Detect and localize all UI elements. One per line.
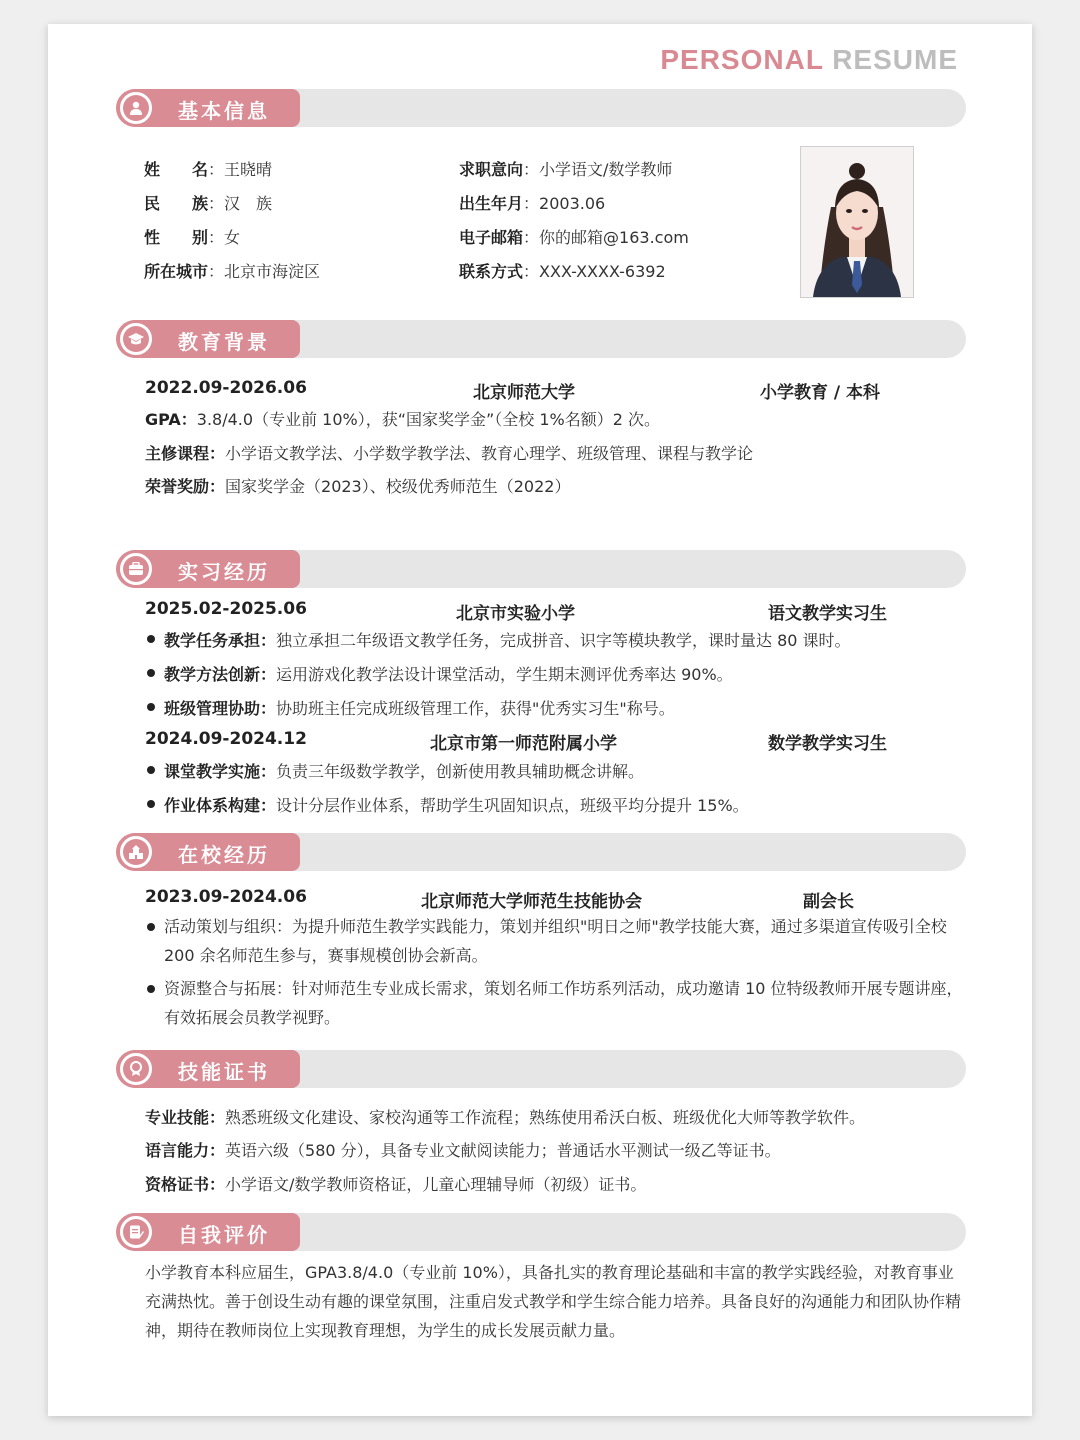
basic-city-row: [144, 259, 320, 282]
education-gpa: [145, 407, 660, 430]
education-date: 2022.09-2026.06: [145, 378, 307, 398]
skills-language: [145, 1138, 781, 1161]
colon: ：: [208, 160, 225, 179]
section-header-education: [116, 320, 966, 358]
name-label: 姓 名: [144, 160, 209, 179]
section-title-education: 教育背景: [178, 330, 270, 354]
campus-date: 2023.09-2024.06: [145, 887, 307, 907]
profile-photo: [800, 146, 914, 298]
basic-nation-row: [144, 191, 272, 214]
internship-2-role: 数学教学实习生: [768, 734, 887, 754]
bullet-dot: [147, 703, 155, 711]
briefcase-icon: [128, 562, 144, 576]
courses-label: 主修课程：: [145, 444, 226, 463]
internship-1-role: 语文教学实习生: [768, 604, 887, 624]
campus-item-2: 资源整合与拓展：针对师范生专业成长需求，策划名师工作坊系列活动，成功邀请 10 位特级教师开展专题讲座，有效拓展会员教学视野。: [164, 979, 963, 1027]
section-header-skills: [116, 1050, 966, 1088]
section-icon-holder: [117, 550, 155, 588]
phone-value: XXX-XXXX-6392: [539, 262, 666, 281]
item-text: 独立承担二年级语文教学任务，完成拼音、识字等模块教学，课时量达 80 课时。: [276, 631, 851, 650]
basic-name-row: [144, 157, 272, 180]
internship-1-item-3: [164, 696, 675, 719]
internship-2-org: 北京市第一师范附属小学: [430, 734, 617, 754]
courses-value: 小学语文教学法、小学数学教学法、教育心理学、班级管理、课程与教学论: [225, 444, 754, 463]
internship-1-date: 2025.02-2025.06: [145, 599, 307, 619]
honors-value: 国家奖学金（2023）、校级优秀师范生（2022）: [225, 477, 571, 496]
campus-role: 副会长: [803, 892, 854, 912]
user-icon: [128, 100, 144, 116]
birth-label: 出生年月: [459, 194, 524, 213]
section-header-basic: [116, 89, 966, 127]
campus-org: 北京师范大学师范生技能协会: [421, 892, 642, 912]
name-value: 王晓晴: [224, 160, 273, 179]
portrait-illustration: [801, 147, 913, 297]
colon: ：: [523, 194, 540, 213]
skills-professional: [145, 1105, 865, 1128]
section-icon-holder: [117, 320, 155, 358]
skills-certificates: [145, 1172, 646, 1195]
gpa-label: GPA：: [145, 410, 197, 429]
cert-label: 资格证书：: [145, 1175, 226, 1194]
section-icon-holder: [117, 89, 155, 127]
section-header-internship: [116, 550, 966, 588]
gender-value: 女: [224, 228, 241, 247]
section-header-campus: [116, 833, 966, 871]
education-courses: [145, 441, 753, 464]
section-icon-holder: [117, 1213, 155, 1251]
bullet-dot: [147, 985, 155, 993]
pro-label: 专业技能：: [145, 1108, 226, 1127]
campus-item-1: 活动策划与组织：为提升师范生教学实践能力，策划并组织"明日之师"教学技能大赛，通过多渠道宣传吸引全校 200 余名师范生参与，赛事规模创协会新高。: [164, 917, 947, 965]
item-text: 协助班主任完成班级管理工作，获得"优秀实习生"称号。: [276, 699, 675, 718]
phone-label: 联系方式: [459, 262, 524, 281]
item-label: 课堂教学实施：: [164, 762, 277, 781]
section-header-self: [116, 1213, 966, 1251]
colon: ：: [208, 194, 225, 213]
internship-1-item-2: [164, 662, 733, 685]
cert-value: 小学语文/数学教师资格证，儿童心理辅导师（初级）证书。: [225, 1175, 647, 1194]
item-label: 教学任务承担：: [164, 631, 277, 650]
bullet-dot: [147, 766, 155, 774]
item-text: 运用游戏化教学法设计课堂活动，学生期末测评优秀率达 90%。: [276, 665, 733, 684]
education-major: 小学教育 / 本科: [760, 383, 881, 403]
education-school: 北京师范大学: [473, 383, 575, 403]
item-text: 负责三年级数学教学，创新使用教具辅助概念讲解。: [276, 762, 645, 781]
title-resume: RESUME: [832, 44, 958, 75]
internship-2-date: 2024.09-2024.12: [145, 729, 307, 749]
award-medal-icon: [128, 1061, 144, 1077]
colon: ：: [523, 262, 540, 281]
education-honors: [145, 474, 570, 497]
section-title-basic: 基本信息: [178, 99, 270, 123]
section-title-skills: 技能证书: [178, 1060, 270, 1084]
pro-value: 熟悉班级文化建设、家校沟通等工作流程；熟练使用希沃白板、班级优化大师等教学软件。: [225, 1108, 866, 1127]
item-label: 班级管理协助：: [164, 699, 277, 718]
section-title-campus: 在校经历: [178, 843, 270, 867]
resume-page: [48, 24, 1032, 1416]
bullet-dot: [147, 800, 155, 808]
internship-2-item-2: [164, 793, 749, 816]
graduation-cap-icon: [127, 331, 145, 347]
city-value: 北京市海淀区: [224, 262, 321, 281]
email-label: 电子邮箱: [459, 228, 524, 247]
basic-gender-row: [144, 225, 240, 248]
nation-value: 汉 族: [224, 194, 273, 213]
basic-email-row: [459, 225, 689, 248]
section-icon-holder: [117, 833, 155, 871]
section-title-internship: 实习经历: [178, 560, 270, 584]
gpa-value: 3.8/4.0（专业前 10%），获“国家奖学金”（全校 1%名额）2 次。: [196, 410, 661, 429]
self-evaluation-text: 小学教育本科应届生，GPA3.8/4.0（专业前 10%），具备扎实的教育理论基础和丰富的教学实践经验，对教育事业充满热忱。善于创设生动有趣的课堂氛围，注重启发式教学和学生综合能力培养。具备良好的沟通能力和团队协作精神，期待在教师岗位上实现教育理想，为学生的成长发展贡献力量。: [145, 1263, 962, 1340]
email-value: 你的邮箱@163.com: [539, 228, 689, 247]
job-label: 求职意向: [459, 160, 524, 179]
resume-title: [660, 44, 958, 76]
item-label: 作业体系构建：: [164, 796, 277, 815]
colon: ：: [208, 262, 225, 281]
title-personal: PERSONAL: [660, 44, 824, 75]
section-title-self: 自我评价: [178, 1223, 270, 1247]
lang-value: 英语六级（580 分），具备专业文献阅读能力；普通话水平测试一级乙等证书。: [225, 1141, 781, 1160]
gender-label: 性 别: [144, 228, 209, 247]
item-text: 设计分层作业体系，帮助学生巩固知识点，班级平均分提升 15%。: [276, 796, 749, 815]
internship-1-org: 北京市实验小学: [456, 604, 575, 624]
colon: ：: [523, 228, 540, 247]
basic-phone-row: [459, 259, 666, 282]
city-label: 所在城市: [144, 262, 209, 281]
bullet-dot: [147, 635, 155, 643]
edit-note-icon: [128, 1224, 144, 1240]
internship-1-item-1: [164, 628, 851, 651]
job-value: 小学语文/数学教师: [539, 160, 673, 179]
school-building-icon: [128, 844, 144, 860]
birth-value: 2003.06: [539, 194, 606, 213]
section-icon-holder: [117, 1050, 155, 1088]
basic-birth-row: [459, 191, 605, 214]
lang-label: 语言能力：: [145, 1141, 226, 1160]
colon: ：: [208, 228, 225, 247]
basic-job-row: [459, 157, 672, 180]
internship-2-item-1: [164, 759, 644, 782]
nation-label: 民 族: [144, 194, 209, 213]
honors-label: 荣誉奖励：: [145, 477, 226, 496]
colon: ：: [523, 160, 540, 179]
item-label: 教学方法创新：: [164, 665, 277, 684]
bullet-dot: [147, 669, 155, 677]
bullet-dot: [147, 923, 155, 931]
